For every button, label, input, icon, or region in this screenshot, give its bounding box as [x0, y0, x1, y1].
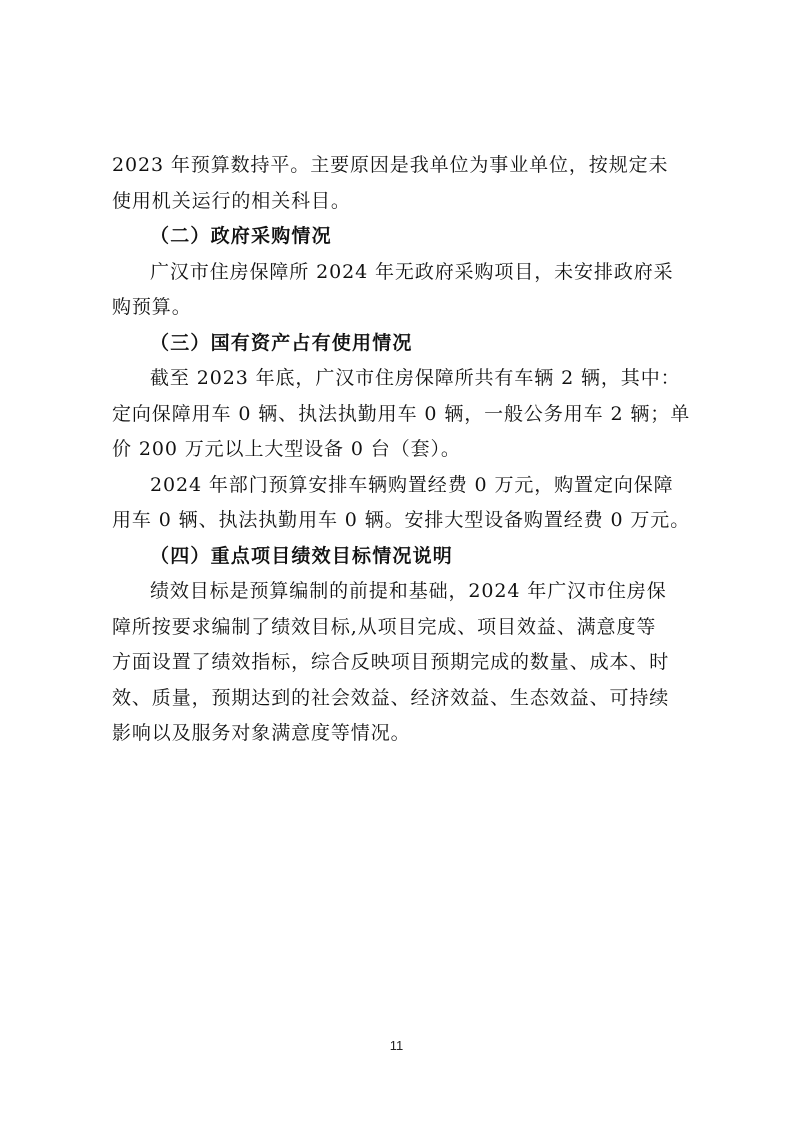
body-line-procurement-1: 广汉市住房保障所 2024 年无政府采购项目，未安排政府采 [150, 260, 674, 283]
body-line-assets-4: 2024 年部门预算安排车辆购置经费 0 万元，购置定向保障 [150, 473, 674, 496]
page-number: 11 [389, 1038, 404, 1053]
section-heading-state-assets: （三）国有资产占有使用情况 [150, 331, 413, 354]
section-heading-government-procurement: （二）政府采购情况 [150, 225, 332, 247]
body-line-performance-1: 绩效目标是预算编制的前提和基础，2024 年广汉市住房保 [150, 580, 667, 602]
body-line-assets-1: 截至 2023 年底，广汉市住房保障所共有车辆 2 辆，其中： [150, 367, 681, 389]
body-line-1: 2023 年预算数持平。主要原因是我单位为事业单位，按规定未 [112, 154, 669, 176]
body-line-performance-2: 障所按要求编制了绩效目标,从项目完成、项目效益、满意度等 [112, 615, 657, 638]
document-body [112, 148, 696, 752]
body-line-assets-3: 价 200 万元以上大型设备 0 台（套）。 [112, 438, 461, 460]
body-line-2: 使用机关运行的相关科目。 [112, 189, 351, 212]
section-heading-performance-targets: （四）重点项目绩效目标情况说明 [150, 544, 454, 567]
body-line-performance-5: 影响以及服务对象满意度等情况。 [112, 722, 411, 744]
body-line-assets-2: 定向保障用车 0 辆、执法执勤用车 0 辆，一般公务用车 2 辆；单 [112, 402, 691, 425]
body-line-procurement-2: 购预算。 [112, 296, 192, 318]
body-line-performance-3: 方面设置了绩效指标，综合反映项目预期完成的数量、成本、时 [112, 651, 670, 673]
body-line-performance-4: 效、质量，预期达到的社会效益、经济效益、生态效益、可持续 [112, 686, 670, 709]
body-line-assets-5: 用车 0 辆、执法执勤用车 0 辆。安排大型设备购置经费 0 万元。 [112, 509, 691, 531]
